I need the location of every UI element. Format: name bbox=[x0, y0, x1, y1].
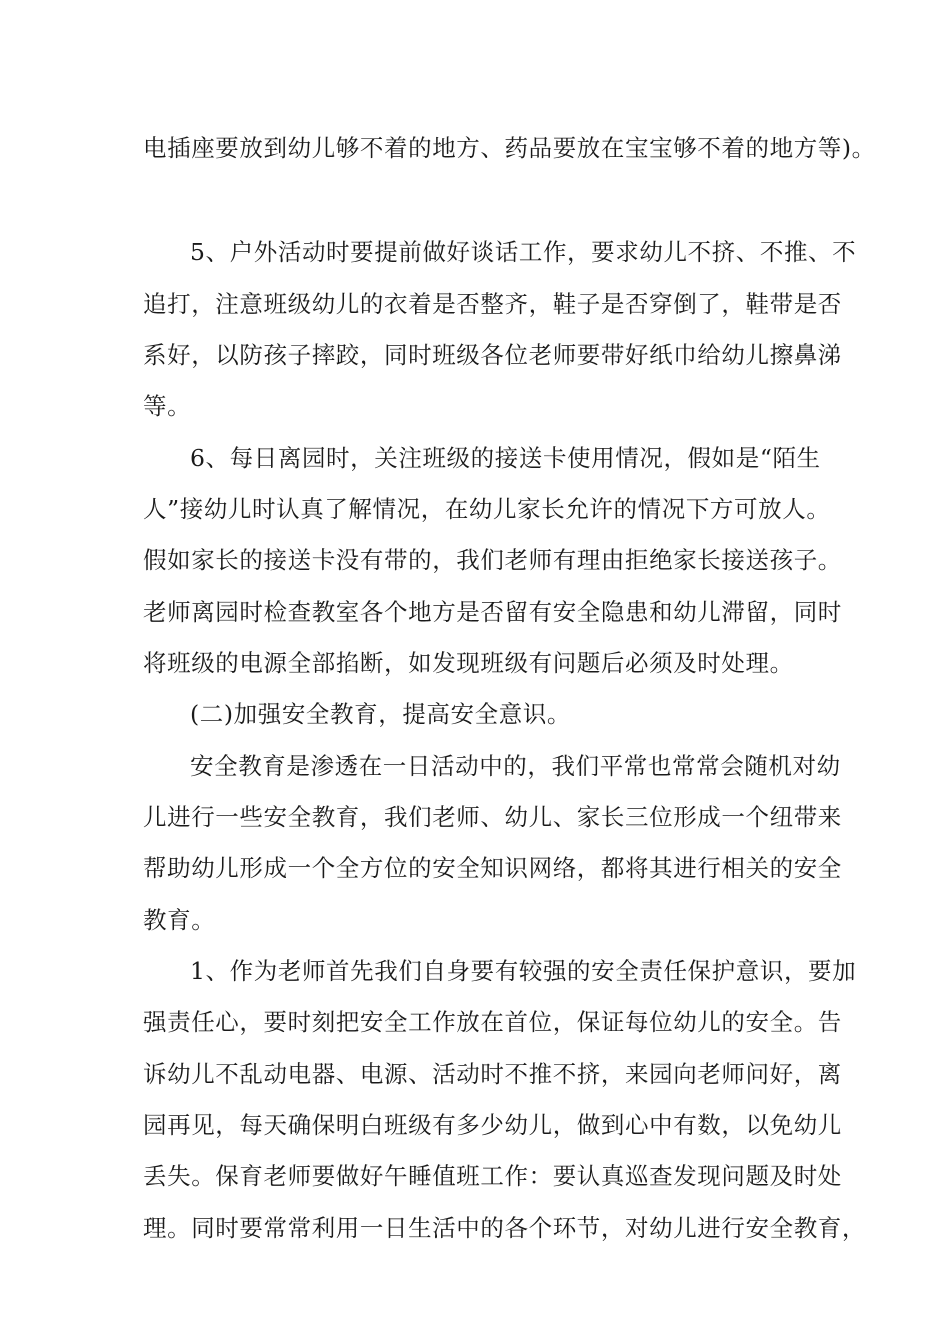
text-line: 电插座要放到幼儿够不着的地方、药品要放在宝宝够不着的地方等)。 bbox=[143, 134, 876, 162]
text-line: 园再见，每天确保明白班级有多少幼儿，做到心中有数，以免幼儿 bbox=[143, 1111, 842, 1139]
paragraph-1-line-1: 1、作为老师首先我们自身要有较强的安全责任保护意识，要加 bbox=[190, 957, 857, 985]
text-line: 将班级的电源全部掐断，如发现班级有问题后必须及时处理。 bbox=[143, 649, 794, 677]
text-line: 诉幼儿不乱动电器、电源、活动时不推不挤，来园向老师问好，离 bbox=[143, 1060, 842, 1088]
text-line: 帮助幼儿形成一个全方位的安全知识网络，都将其进行相关的安全 bbox=[143, 854, 842, 882]
text-line: 追打，注意班级幼儿的衣着是否整齐，鞋子是否穿倒了，鞋带是否 bbox=[143, 290, 842, 318]
text-line: 教育。 bbox=[143, 906, 216, 934]
text-line: 儿进行一些安全教育，我们老师、幼儿、家长三位形成一个纽带来 bbox=[143, 803, 842, 831]
text-line: 强责任心，要时刻把安全工作放在首位，保证每位幼儿的安全。告 bbox=[143, 1008, 842, 1036]
paragraph-safety-education-line-1: 安全教育是渗透在一日活动中的，我们平常也常常会随机对幼 bbox=[190, 752, 841, 780]
paragraph-6-line-1: 6、每日离园时，关注班级的接送卡使用情况，假如是“陌生 bbox=[190, 444, 821, 472]
text-line: 老师离园时检查教室各个地方是否留有安全隐患和幼儿滞留，同时 bbox=[143, 598, 842, 626]
text-line: 系好，以防孩子摔跤，同时班级各位老师要带好纸巾给幼儿擦鼻涕 bbox=[143, 341, 842, 369]
text-line: 丢失。保育老师要做好午睡值班工作：要认真巡查发现问题及时处 bbox=[143, 1162, 842, 1190]
text-line: 人”接幼儿时认真了解情况，在幼儿家长允许的情况下方可放人。 bbox=[143, 495, 831, 523]
text-line: 假如家长的接送卡没有带的，我们老师有理由拒绝家长接送孩子。 bbox=[143, 546, 842, 574]
text-line: 等。 bbox=[143, 392, 192, 420]
section-heading: (二)加强安全教育，提高安全意识。 bbox=[190, 700, 572, 728]
text-line: 理。同时要常常利用一日生活中的各个环节，对幼儿进行安全教育， bbox=[143, 1214, 866, 1242]
paragraph-5-line-1: 5、户外活动时要提前做好谈话工作，要求幼儿不挤、不推、不 bbox=[190, 238, 857, 266]
